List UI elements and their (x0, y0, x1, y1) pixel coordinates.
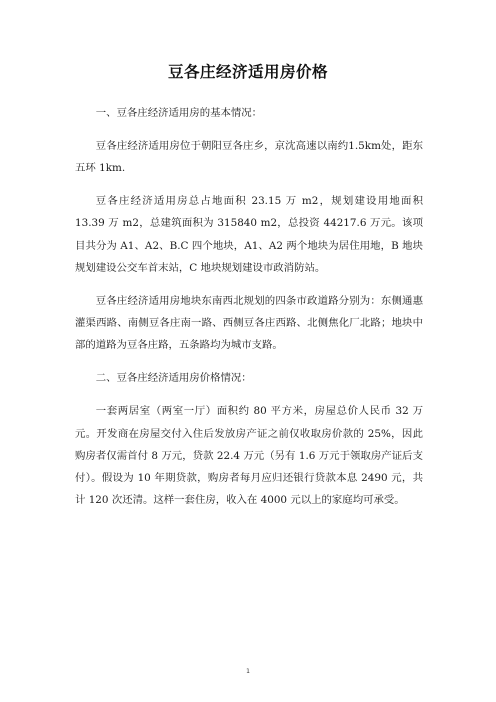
section-heading-basic-info: 一、豆各庄经济适用房的基本情况： (95, 107, 263, 119)
paragraph-location: 豆各庄经济适用房位于朝阳豆各庄乡，京沈高速以南约1.5km处，距东五环 1km. (75, 139, 423, 175)
document-title: 豆各庄经济适用房价格 (167, 63, 328, 81)
paragraph-roads: 豆各庄经济适用房地块东南西北规划的四条市政道路分别为：东侧通惠灌渠西路、南侧豆各庄南一路、西侧豆各庄西路、北侧焦化厂北路；地块中部的道路为豆各庄路，五条路均为城市支路。 (75, 294, 423, 352)
document-body (75, 102, 423, 522)
paragraph-price-details: 一套两居室（两室一厅）面积约 80 平方米，房屋总价人民币 32 万元。开发商在房屋交付入住后发放房产证之前仅收取房价款的 25%，因此购房者仅需首付 8 万元，贷款 22.4 万元（另有 1.6 万元于领取房产证后支付）。假设为 10 年期贷款，购房者每月应归还银行贷款本息 2490 元，共计 120 次还清。这样一套住房，收入在 4000 元以上的家庭均可承受。 (75, 405, 423, 507)
page-number: 1 (246, 668, 250, 675)
paragraph-area-investment: 豆各庄经济适用房总占地面积 23.15 万 m2，规划建设用地面积 13.39 万 m2，总建筑面积为 315840 m2，总投资 44217.6 万元。该项目共分为 A1、A2、B.C 四个地块，A1、A2 两个地块为居住用地，B 地块规划建设公交车首末站，C 地块规划建设市政消防站。 (75, 195, 423, 274)
section-heading-price-info: 二、豆各庄经济适用房价格情况： (95, 372, 252, 385)
